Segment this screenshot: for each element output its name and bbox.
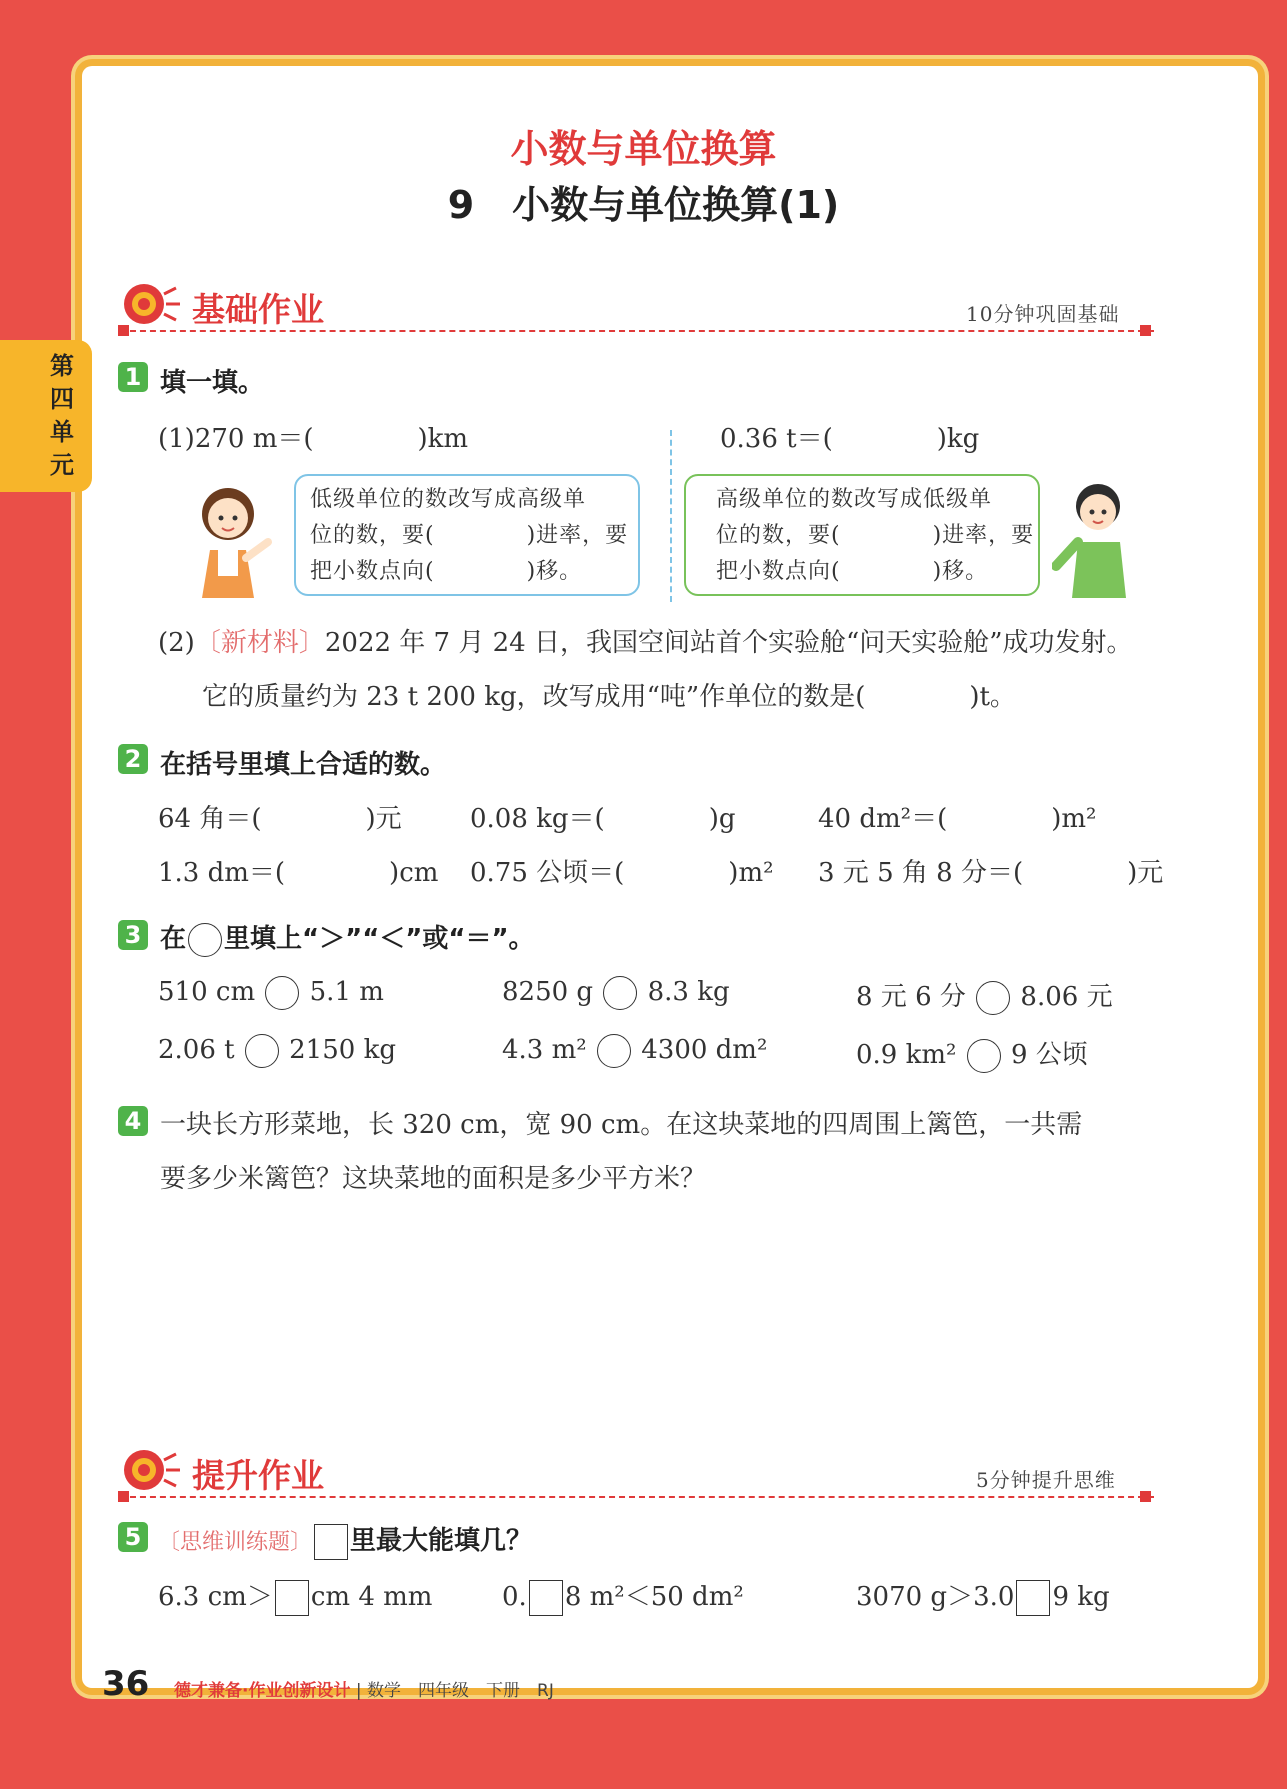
compare-circle[interactable] [265,976,299,1010]
compare-circle-sample [188,923,222,957]
question-number: 2 [118,744,148,774]
compare-circle[interactable] [976,981,1010,1015]
divider-left-cap [118,1491,129,1502]
q5-item: 6.3 cm＞ cm 4 mm [158,1576,432,1616]
section-advance-note: 5分钟提升思维 [976,1468,1116,1492]
question-number: 3 [118,920,148,950]
bubble-left-line: 位的数，要( )进率，要 [310,523,629,548]
hint-bubble-right [684,474,1040,596]
question-number: 4 [118,1106,148,1136]
q1-part2-line2: 它的质量约为 23 t 200 kg，改写成用“吨”作单位的数是( )t。 [202,682,1016,712]
fill-box[interactable] [529,1580,563,1616]
compare-circle[interactable] [603,976,637,1010]
section-advance-divider [120,1496,1154,1498]
compare-circle[interactable] [967,1039,1001,1073]
question-title: 〔思维训练题〕 里最大能填几？ [158,1520,532,1560]
divider-right-cap [1140,1491,1151,1502]
question-title: 填一填。 [160,368,265,398]
q2-item: 0.08 kg＝( )g [470,804,736,834]
compare-item: 510 cm 5.1 m [158,976,384,1010]
question-title: 在 里填上“＞”“＜”或“＝”。 [160,918,535,957]
compare-item: 8250 g 8.3 kg [502,976,730,1010]
girl-illustration [188,480,276,598]
q2-item: 64 角＝( )元 [158,804,402,834]
footer-brand: 德才兼备·作业创新设计 [174,1681,351,1701]
question-number: 5 [118,1522,148,1552]
q2-item: 40 dm²＝( )m² [818,804,1097,834]
bubble-right-line: 高级单位的数改写成低级单 [716,487,993,512]
compare-item: 2.06 t 2150 kg [158,1034,396,1068]
fill-box[interactable] [275,1580,309,1616]
divider-left-cap [118,325,129,336]
q5-item: 0. 8 m²＜50 dm² [502,1576,744,1616]
q1-part1-left: (1)270 m＝( )km [158,424,469,454]
q4-line1: 一块长方形菜地，长 320 cm，宽 90 cm。在这块菜地的四周围上篱笆，一共需 [160,1110,1083,1140]
bubble-right-line: 把小数点向( )移。 [716,559,989,584]
lesson-title: 9 小数与单位换算(1) [447,183,840,227]
thinking-tag: 〔思维训练题〕 [158,1530,313,1555]
question-title: 在括号里填上合适的数。 [160,750,447,780]
boy-illustration [1052,476,1142,598]
hint-bubble-left [294,474,640,596]
q4-line2: 要多少米篱笆？这块菜地的面积是多少平方米？ [160,1164,707,1194]
fill-box[interactable] [1016,1580,1050,1616]
section-basic-note: 10分钟巩固基础 [966,302,1120,326]
footer-info: 德才兼备·作业创新设计 | 数学 四年级 下册 RJ [174,1681,554,1701]
bubble-left-line: 低级单位的数改写成高级单 [310,487,587,512]
section-basic-divider [120,330,1154,332]
fill-box-sample [314,1524,348,1560]
section-advance-title: 提升作业 [192,1456,324,1495]
section-basic-title: 基础作业 [192,290,324,329]
q2-item: 1.3 dm＝( )cm [158,858,439,888]
unit-label: 第四单元 [50,352,74,479]
question-number: 1 [118,362,148,392]
divider-right-cap [1140,325,1151,336]
bell-icon [118,1442,182,1494]
bell-icon [118,276,182,328]
bubble-left-line: 把小数点向( )移。 [310,559,583,584]
compare-circle[interactable] [245,1034,279,1068]
new-material-tag: 〔新材料〕 [194,628,325,658]
vertical-divider [670,430,672,602]
lesson-subtitle: 小数与单位换算 [510,127,777,171]
q2-item: 0.75 公顷＝( )m² [470,858,774,888]
unit-side-tab [0,340,92,492]
compare-item: 4.3 m² 4300 dm² [502,1034,767,1068]
q2-item: 3 元 5 角 8 分＝( )元 [818,858,1164,888]
q5-item: 3070 g＞3.0 9 kg [856,1576,1110,1616]
q1-part1-right: 0.36 t＝( )kg [720,424,980,454]
compare-item: 8 元 6 分 8.06 元 [856,976,1113,1015]
bubble-right-line: 位的数，要( )进率，要 [716,523,1035,548]
page-number: 36 [102,1664,150,1704]
compare-item: 0.9 km² 9 公顷 [856,1034,1088,1073]
q1-part2-line1: (2)〔新材料〕2022 年 7 月 24 日，我国空间站首个实验舱“问天实验舱”成功发射。 [158,628,1133,658]
compare-circle[interactable] [597,1034,631,1068]
